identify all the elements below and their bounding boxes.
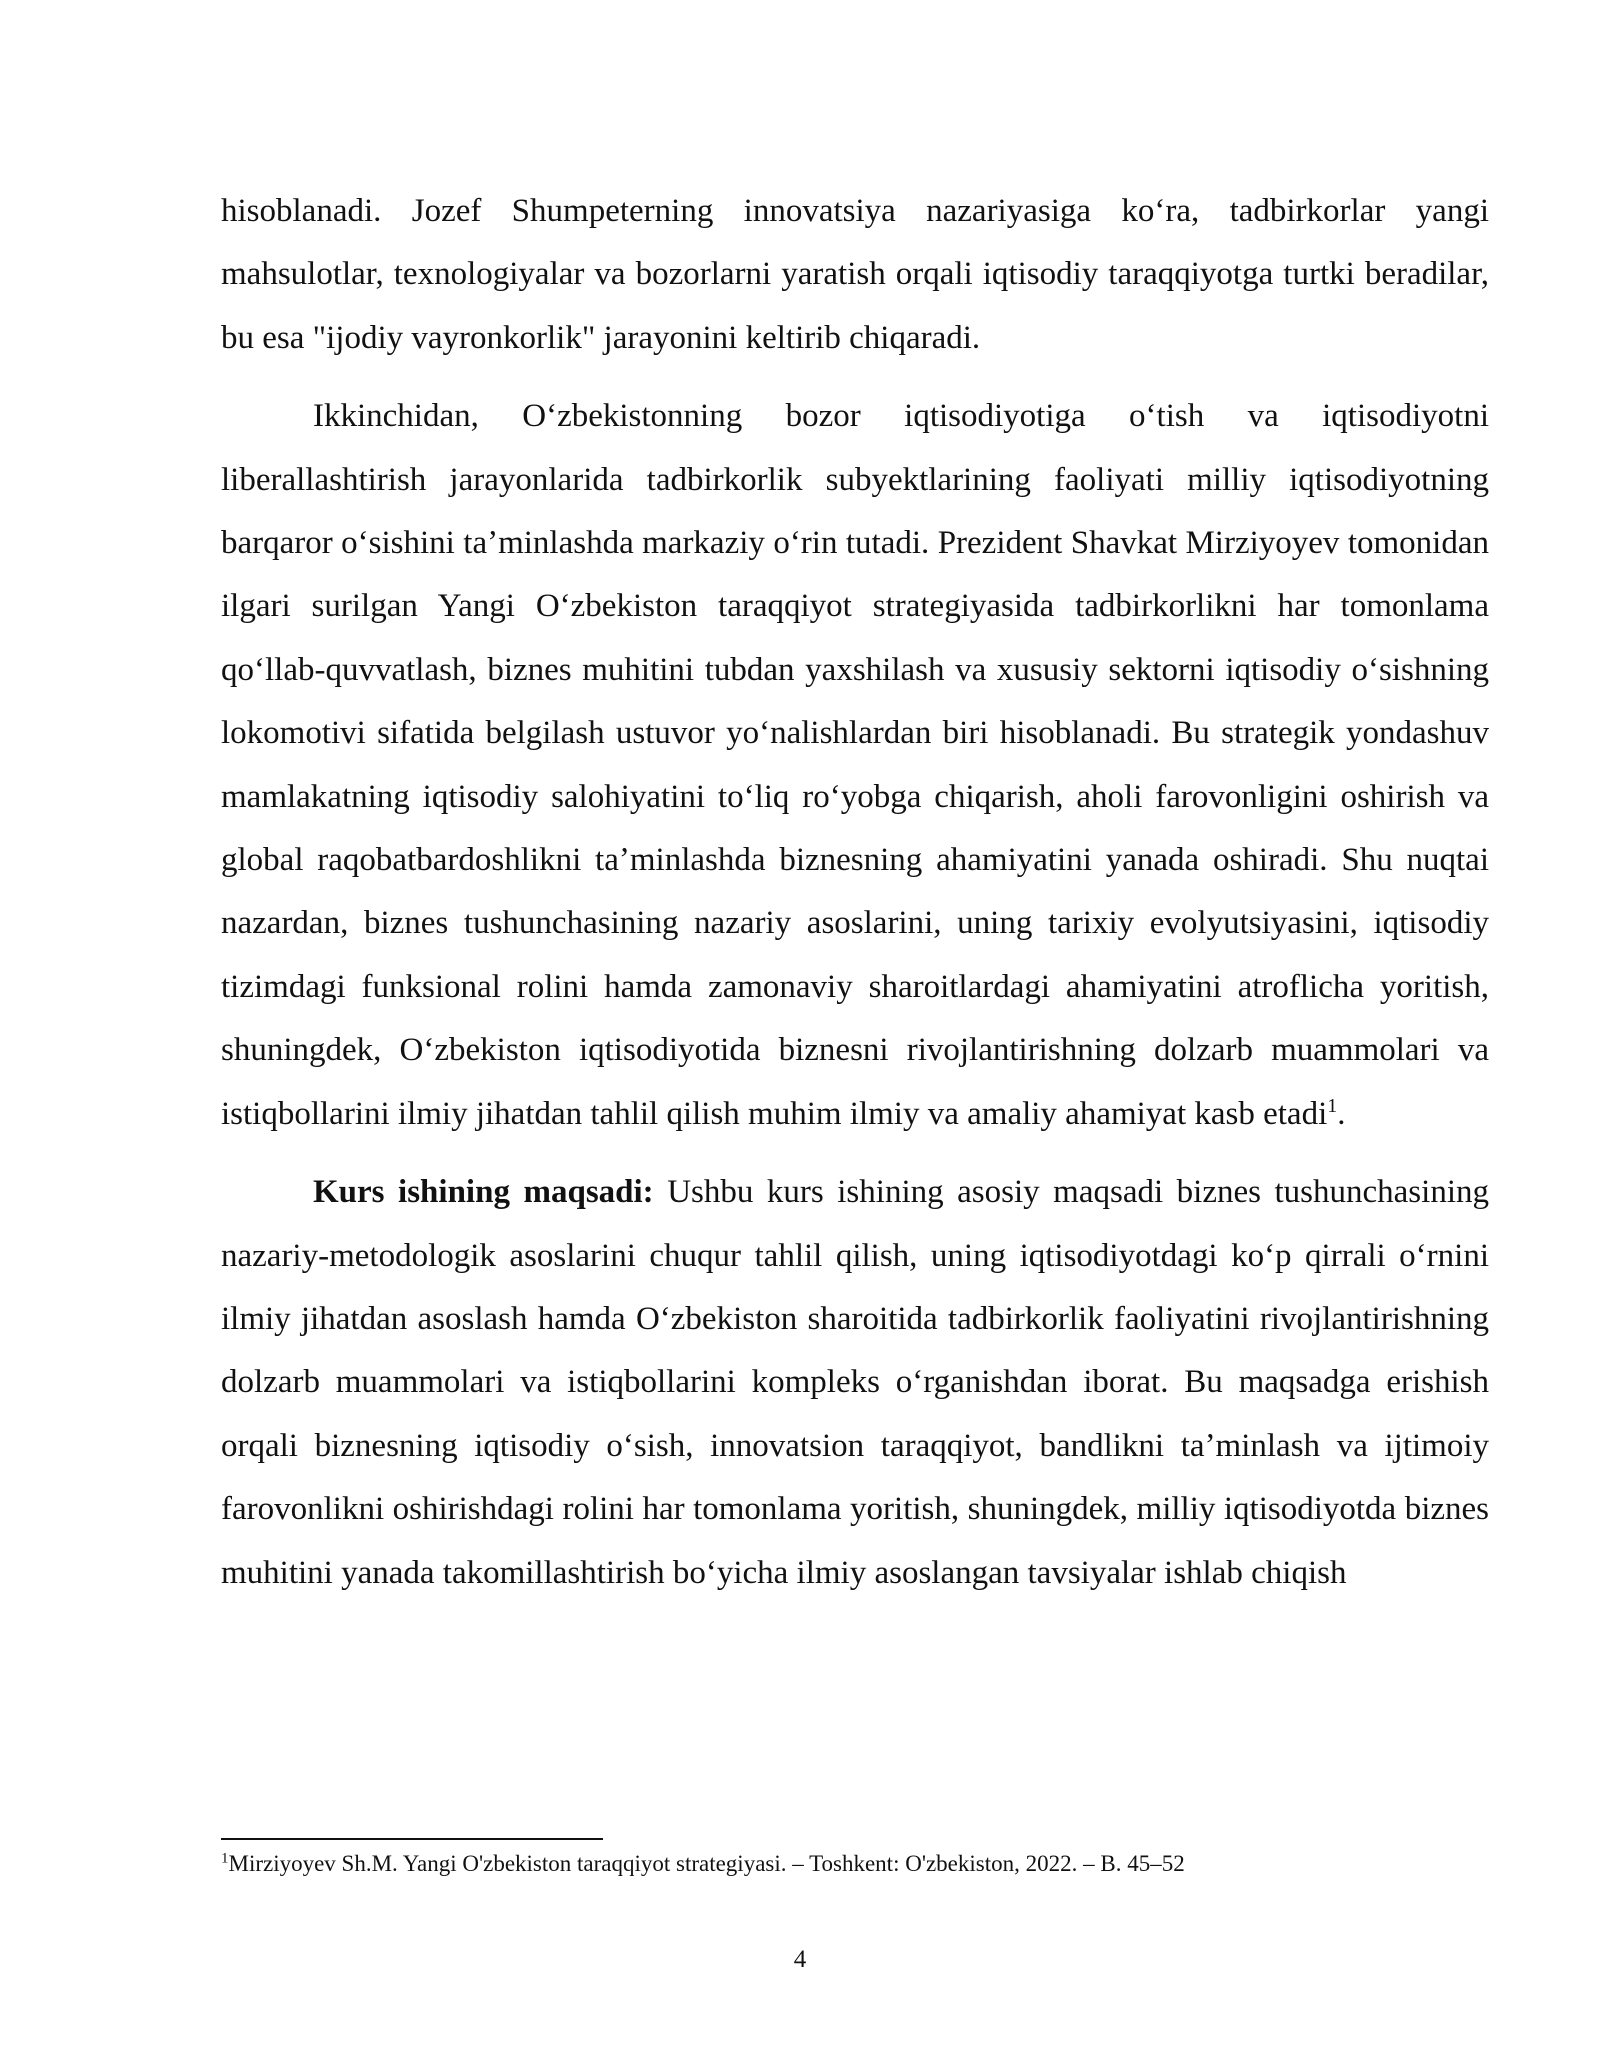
paragraph-secondly-end: . [1337,1095,1346,1132]
course-goal-text: Ushbu kurs ishining asosiy maqsadi biznes tushunchasining nazariy-metodologik asoslarini chuqur tahlil qilish, uning iqtisodiyotdagi koʻp qirrali oʻrnini ilmiy jihatdan asoslash hamda Oʻzbekiston sharoitida tadbirkorlik faoliyatini rivojlantirishning dolzarb muammolari va istiqbollarini kompleks oʻrganishdan iborat. Bu maqsadga erishish orqali biznesning iqtisodiy oʻsish, innovatsion taraqqiyot, bandlikni taʼminlash va ijtimoiy farovonlikni oshirishdagi rolini har tomonlama yoritish, shuningdek, milliy iqtisodiyotda biznes muhitini yanada takomillashtirish boʻyicha ilmiy asoslangan tavsiyalar ishlab chiqish [221,1174,1489,1591]
footnote [221,1849,1489,1879]
footnote-separator [221,1838,603,1840]
footnote-marker: 1 [221,1850,229,1867]
paragraph-secondly-text: Ikkinchidan, Oʻzbekistonning bozor iqtisodiyotiga oʻtish va iqtisodiyotni liberallashtirish jarayonlarida tadbirkorlik subyektlarining faoliyati milliy iqtisodiyotning barqaror oʻsishini taʼminlashda markaziy oʻrin tutadi. Prezident Shavkat Mirziyoyev tomonidan ilgari surilgan Yangi Oʻzbekiston taraqqiyot strategiyasida tadbirkorlikni har tomonlama qoʻllab-quvvatlash, biznes muhitini tubdan yaxshilash va xususiy sektorni iqtisodiy oʻsishning lokomotivi sifatida belgilash ustuvor yoʻnalishlardan biri hisoblanadi. Bu strategik yondashuv mamlakatning iqtisodiy salohiyatini toʻliq roʻyobga chiqarish, aholi farovonligini oshirish va global raqobatbardoshlikni taʼminlashda biznesning ahamiyatini yanada oshiradi. Shu nuqtai nazardan, biznes tushunchasining nazariy asoslarini, uning tarixiy evolyutsiyasini, iqtisodiy tizimdagi funksional rolini hamda zamonaviy sharoitlardagi ahamiyatini atroflicha yoritish, shuningdek, Oʻzbekiston iqtisodiyotida biznesni rivojlantirishning dolzarb muammolari va istiqbollarini ilmiy jihatdan tahlil qilish muhim ilmiy va amaliy ahamiyat kasb etadi [221,398,1489,1132]
footnote-reference[interactable]: 1 [1327,1094,1338,1117]
footnote-text: Mirziyoyev Sh.M. Yangi O'zbekiston taraqqiyot strategiyasi. – Toshkent: O'zbekiston, 2022. – B. 45–52 [228,1851,1185,1876]
paragraph-secondly [221,385,1489,1146]
paragraph-continuation: hisoblanadi. Jozef Shumpeterning innovatsiya nazariyasiga koʻra, tadbirkorlar yangi mahsulotlar, texnologiyalar va bozorlarni yaratish orqali iqtisodiy taraqqiyotga turtki beradilar, bu esa "ijodiy vayronkorlik" jarayonini keltirib chiqaradi. [221,193,1489,356]
course-goal-heading: Kurs ishining maqsadi: [313,1174,654,1211]
page-number: 4 [793,1946,807,1973]
page-body [221,180,1489,1605]
paragraph-course-goal [221,1161,1489,1605]
